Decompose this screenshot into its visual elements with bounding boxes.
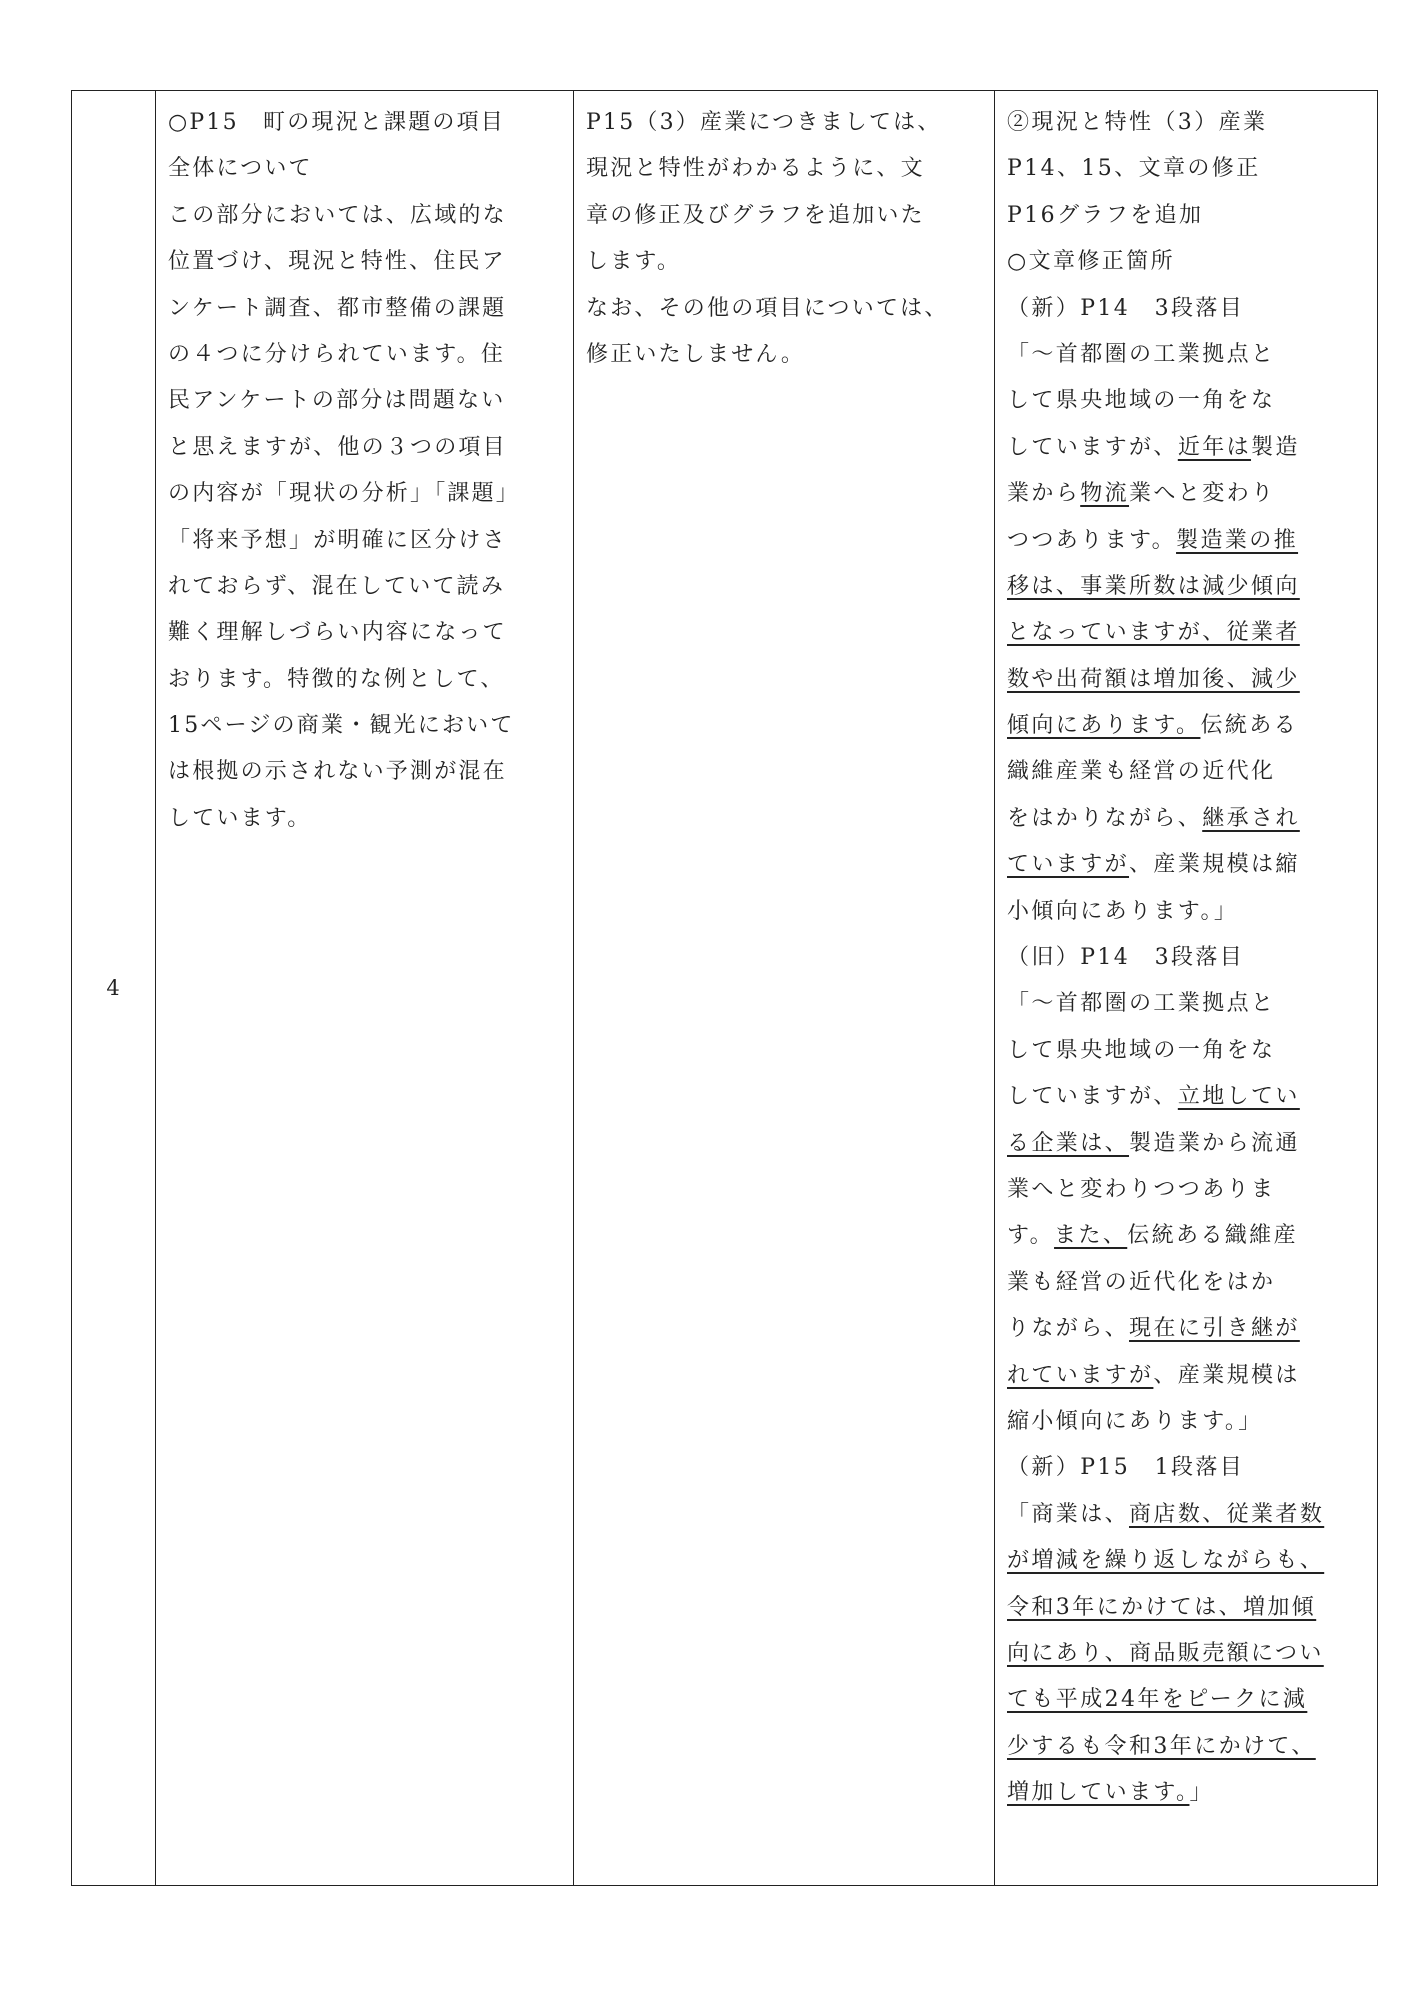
revision-line (1007, 471, 1367, 517)
opinion-line: れておらず、混在していて読み (168, 573, 506, 599)
underlined-segment: 近年は (1177, 434, 1252, 460)
underlined-segment: 向にあり、商品販売額につい (1007, 1640, 1324, 1666)
underlined-segment: 移は、事業所数は減少傾向 (1007, 573, 1300, 599)
revision-line: して県央地域の一角をな (1007, 1037, 1276, 1063)
revision-line: 業も経営の近代化をはか (1007, 1269, 1276, 1295)
underlined-segment: 製造業の推 (1176, 527, 1299, 553)
text-segment: 、産業規模は縮 (1129, 852, 1300, 878)
response-line: P15（3）産業につきましては、 (586, 110, 942, 135)
opinion-line: ンケート調査、都市整備の課題 (168, 295, 507, 321)
text-segment: 業へと変わり (1129, 481, 1276, 507)
underlined-segment: 令和3年にかけては、増加傾 (1007, 1594, 1317, 1620)
underlined-segment: 傾向にあります。 (1007, 713, 1201, 739)
text-segment: つつあります。 (1007, 527, 1177, 553)
response-line: 現況と特性がわかるように、文 (586, 156, 925, 182)
revision-line (1007, 1121, 1367, 1167)
underlined-segment: 増加しています。 (1007, 1780, 1190, 1806)
revision-line (1007, 1213, 1367, 1259)
opinion-line: しています。 (168, 805, 312, 831)
text-segment: 」 (1189, 1780, 1214, 1806)
text-segment: 、産業規模は (1153, 1362, 1300, 1388)
response-line: します。 (586, 249, 682, 275)
response-line: 章の修正及びグラフを追加いた (586, 202, 925, 228)
opinion-line: と思えますが、他の３つの項目 (168, 434, 507, 460)
opinion-line: この部分においては、広域的な (168, 202, 507, 228)
table-row (72, 91, 1378, 1886)
underlined-segment: 数や出荷額は増加後、減少 (1007, 666, 1300, 692)
underlined-segment: れていますが (1007, 1362, 1154, 1388)
revision-line: 「～首都圏の工業拠点と (1007, 341, 1276, 367)
revision-line (1007, 1492, 1367, 1538)
opinion-line: ○P15 町の現況と課題の項目 (168, 110, 505, 135)
revision-line: 小傾向にあります。」 (1007, 898, 1239, 924)
revision-line (1007, 1724, 1367, 1770)
revision-line (1007, 1631, 1367, 1677)
opinion-text (156, 91, 573, 842)
response-line: 修正いたしません。 (586, 341, 806, 367)
revision-line: 織維産業も経営の近代化 (1007, 759, 1276, 785)
revision-text (995, 91, 1377, 1816)
revision-line (1007, 1074, 1367, 1120)
opinion-line: の内容が「現状の分析」「課題」 (168, 481, 521, 507)
opinion-line: は根拠の示されない予測が混在 (168, 759, 507, 785)
text-segment: していますが、 (1007, 1084, 1178, 1110)
row-number: 4 (106, 976, 121, 1000)
comment-response-table (71, 90, 1378, 1886)
underlined-segment: となっていますが、従業者 (1007, 620, 1300, 646)
row-number-cell (72, 91, 156, 1886)
revision-line (1007, 564, 1367, 610)
revision-line (1007, 425, 1367, 471)
opinion-line: 難く理解しづらい内容になって (168, 620, 507, 646)
underlined-segment: る企業は、 (1007, 1130, 1130, 1156)
revision-line: （旧）P14 3段落目 (1007, 945, 1245, 971)
revision-line: 「～首都圏の工業拠点と (1007, 991, 1276, 1017)
text-segment: 製造 (1251, 434, 1300, 460)
underlined-segment: 商店数、従業者数 (1129, 1501, 1325, 1527)
revision-line: （新）P15 1段落目 (1007, 1455, 1245, 1481)
revision-line: P14、15、文章の修正 (1007, 156, 1261, 182)
opinion-line: 位置づけ、現況と特性、住民ア (168, 249, 506, 275)
revision-line (1007, 842, 1367, 888)
underlined-segment: また、 (1054, 1223, 1128, 1249)
underlined-segment: 少するも令和3年にかけて、 (1007, 1733, 1316, 1759)
underlined-segment: ても平成24年をピークに減 (1007, 1687, 1308, 1713)
revision-line: して県央地域の一角をな (1007, 388, 1276, 414)
revision-line: （新）P14 3段落目 (1007, 295, 1245, 321)
text-segment: 伝統ある (1200, 713, 1299, 739)
opinion-line: 民アンケートの部分は問題ない (168, 388, 506, 414)
response-text (574, 91, 994, 378)
text-segment: 業から (1007, 481, 1081, 507)
revision-line (1007, 1770, 1367, 1816)
revision-line (1007, 796, 1367, 842)
underlined-segment: 物流 (1080, 481, 1130, 507)
revision-line (1007, 610, 1367, 656)
underlined-segment: 継承され (1202, 805, 1300, 831)
opinion-line: おります。特徴的な例として、 (168, 666, 505, 692)
text-segment: りながら、 (1007, 1316, 1130, 1342)
revision-line: 業へと変わりつつありま (1007, 1176, 1276, 1202)
text-segment: 製造業から流通 (1129, 1130, 1300, 1156)
underlined-segment: 現在に引き継が (1129, 1316, 1300, 1342)
underlined-segment: ていますが (1007, 852, 1130, 878)
revision-cell (995, 91, 1378, 1886)
text-segment: 「商業は、 (1007, 1501, 1130, 1527)
revision-line: P16グラフを追加 (1007, 202, 1204, 228)
revision-line: ○文章修正箇所 (1007, 249, 1175, 275)
underlined-segment: 立地してい (1177, 1084, 1300, 1110)
revision-line (1007, 1585, 1367, 1631)
revision-line (1007, 657, 1367, 703)
revision-line (1007, 703, 1367, 749)
text-segment: 伝統ある織維産 (1127, 1223, 1299, 1249)
revision-line (1007, 1538, 1367, 1584)
opinion-cell (156, 91, 574, 1886)
text-segment: をはかりながら、 (1007, 805, 1203, 831)
revision-line: 縮小傾向にあります。」 (1007, 1408, 1263, 1434)
opinion-line: 「将来予想」が明確に区分けさ (168, 527, 507, 553)
response-cell (574, 91, 995, 1886)
response-line: なお、その他の項目については、 (586, 295, 949, 321)
revision-line: ②現況と特性（3）産業 (1007, 110, 1268, 135)
text-segment: す。 (1007, 1223, 1055, 1249)
opinion-line: 15ページの商業・観光において (168, 713, 515, 739)
opinion-line: の４つに分けられています。住 (168, 341, 506, 367)
revision-line (1007, 518, 1367, 564)
revision-line (1007, 1353, 1367, 1399)
underlined-segment: が増減を繰り返しながらも、 (1007, 1548, 1325, 1574)
text-segment: していますが、 (1007, 434, 1178, 460)
revision-line (1007, 1306, 1367, 1352)
opinion-line: 全体について (168, 156, 313, 182)
revision-line (1007, 1677, 1367, 1723)
